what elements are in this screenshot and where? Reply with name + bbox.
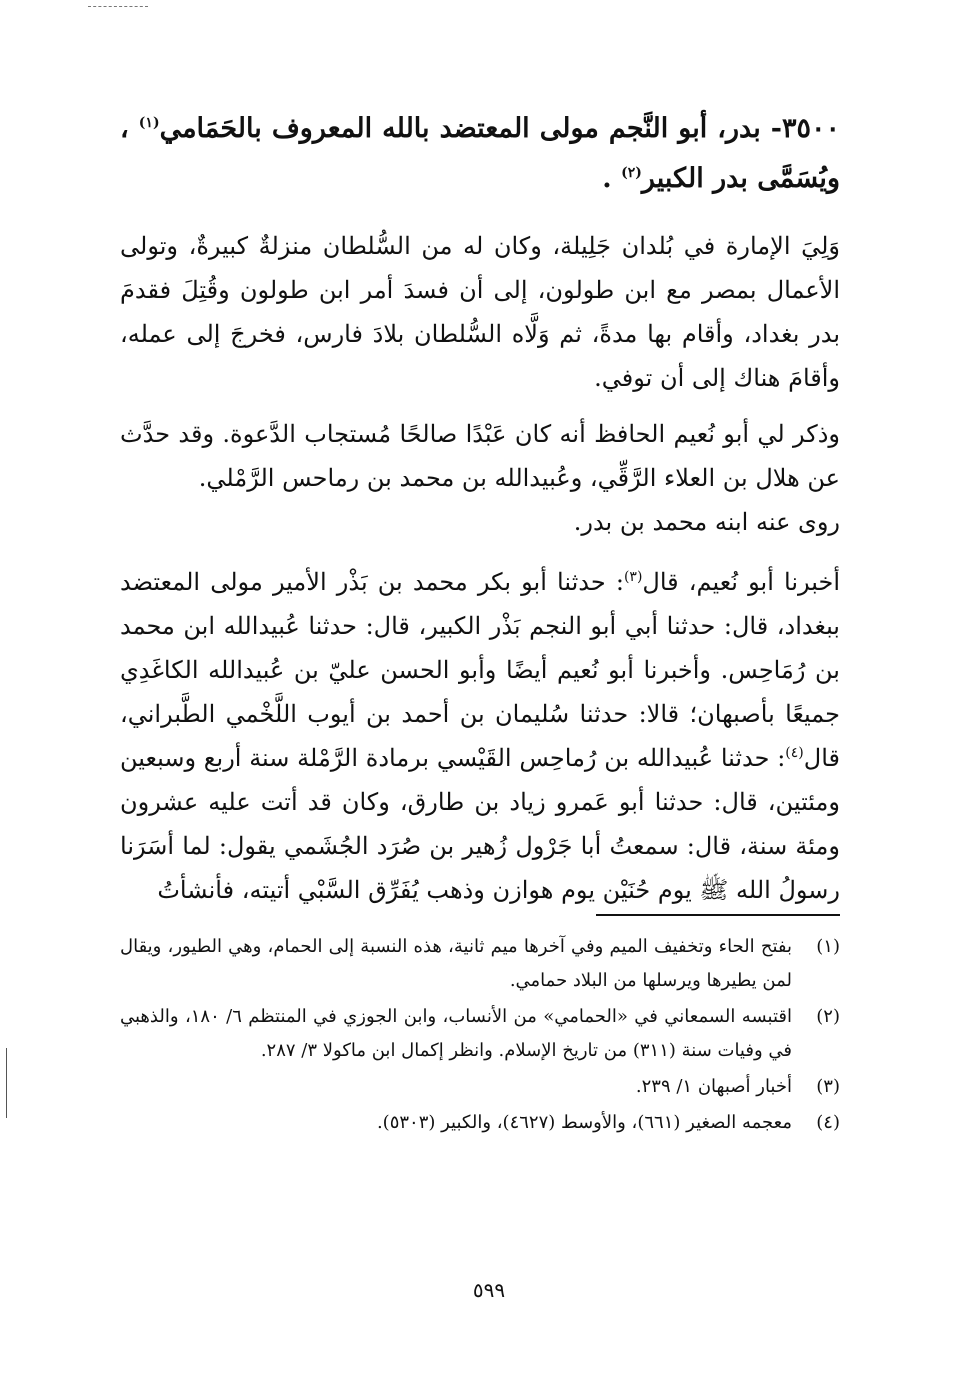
footnote-ref-3: (٣) [623,569,643,585]
footnote-text: بفتح الحاء وتخفيف الميم وفي آخرها ميم ثانية، هذه النسبة إلى الحمام، وهي الطيور، ويقال لمن يطيرها ويرسلها من البلاد حمامي. [120,936,792,991]
footnote-divider [596,914,840,916]
footnote-3 [120,1070,840,1104]
footnote-text: معجمه الصغير (٦٦١)، والأوسط (٤٦٢٧)، والكبير (٥٣٠٣). [376,1112,792,1133]
paragraph-biography [120,224,840,400]
footnote-ref-1: (١) [138,115,160,131]
paragraph-text: وَلِيَ الإمارة في بُلدان جَلِيلة، وكان له من السُّلطان منزلةٌ كبيرةٌ، وتولى الأعمال بمصر مع ابن طولون، إلى أن فسدَ أمر ابن طولون وقُتِلَ فقدمَ بدر بغداد، وأقام بها مدةً، ثم وَلَّاه السُّلطان بلادَ فارس، فخرجَ إلى عمله، وأقامَ هناك إلى أن توفي. [120,232,840,392]
footnotes [120,930,840,1142]
isnad-text-1: أخبرنا أبو نُعيم، قال [642,568,840,596]
page-number: ٥٩٩ [472,1278,506,1302]
paragraph-text [120,560,840,912]
footnote-text: أخبار أصبهان ١/ ٢٣٩. [635,1076,792,1097]
scan-artifact-top [88,6,148,7]
footnote-2 [120,1000,840,1068]
footnote-4 [120,1106,840,1140]
footnote-number: (٣) [816,1076,840,1097]
entry-heading [120,104,840,204]
footnote-text: اقتبسه السمعاني في «الحمامي» من الأنساب، وابن الجوزي في المنتظم ٦/ ١٨٠، والذهبي في وفيات سنة (٣١١) من تاريخ الإسلام. وانظر إكمال ابن ماكولا ٣/ ٢٨٧. [120,1006,792,1061]
entry-heading-text: بدر، أبو النَّجم مولى المعتضد بالله المعروف بالحَمَامي [159,113,761,144]
isnad-text-2: : حدثنا أبو بكر محمد بن بَذْر الأمير مولى المعتضد ببغداد، قال: حدثنا أبي أبو النجم بَذْر الكبير، قال: حدثنا عُبيدالله ابن محمد بن رُمَاحِس. وأخبرنا أبو نُعيم أيضًا وأبو الحسن عليّ بن عُبيدالله الكاغَدِي جميعًا بأصبهان؛ قالا: حدثنا سُليمان بن أحمد بن أيوب اللَّخْمي الطَّبراني، قال [120,568,840,772]
entry-heading-end: . [602,163,612,194]
entry-heading-text-2: ، ويُسَمَّى بدر الكبير [120,113,840,194]
entry-number: ٣٥٠٠- [770,113,841,144]
footnote-ref-4: (٤) [785,745,804,761]
paragraph-text: روى عنه ابنه محمد بن بدر. [573,508,840,536]
paragraph-text: وذكر لي أبو نُعيم الحافظ أنه كان عَبْدًا صالحًا مُستجاب الدَّعوة. وقد حدَّث عن هلال بن العلاء الرَّقِّي، وعُبيدالله بن محمد بن رماحس الرَّمْلي. [120,420,840,492]
footnote-number: (١) [816,936,840,957]
paragraph-narration [120,412,840,544]
paragraph-isnad [120,560,840,912]
footnote-1 [120,930,840,998]
scan-artifact-edge [6,1048,7,1118]
footnote-number: (٤) [816,1112,840,1133]
footnote-number: (٢) [816,1006,840,1027]
isnad-text-3: : حدثنا عُبيدالله بن رُماحِس القَيْسي برمادة الرَّمْلة سنة أربع وسبعين ومئتين، قال: حدثنا أبو عَمرو زياد بن طارق، وكان قد أتت عليه عشرون ومئة سنة، قال: سمعتُ أبا جَرْول زُهير بن صُرَد الجُشَمي يقول: لما أسَرَنا رسولُ الله ﷺ يوم حُنَيْن يوم هوازن وذهب يُفَرِّق السَّبْي أتيته، فأنشأتُ [120,744,840,904]
footnote-ref-2: (٢) [621,165,642,181]
